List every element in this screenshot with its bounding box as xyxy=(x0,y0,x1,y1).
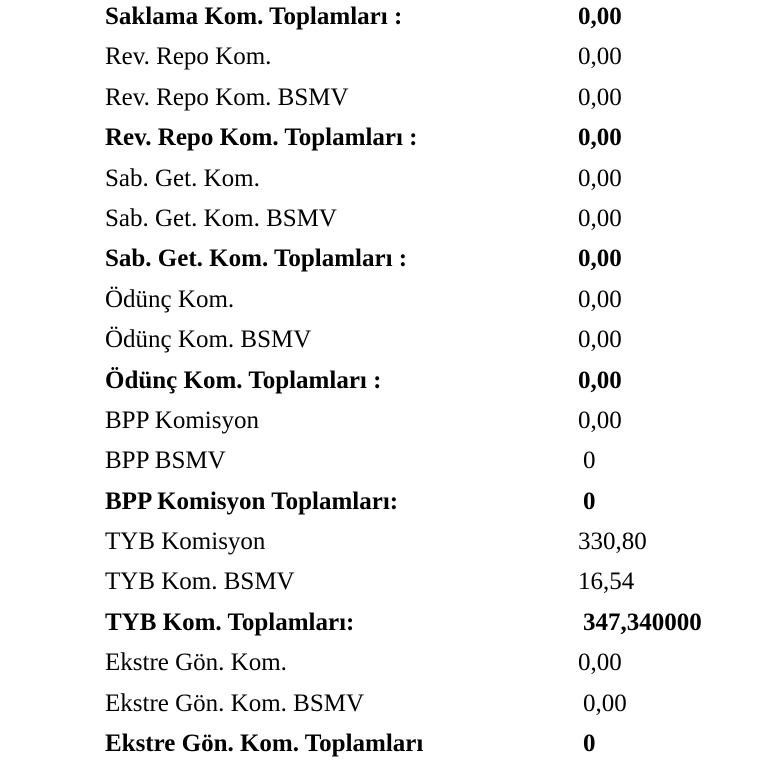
row-sab-get-bsmv xyxy=(105,202,745,242)
row-label: Sab. Get. Kom. BSMV xyxy=(105,204,337,232)
row-value: 16,54 xyxy=(578,568,635,596)
row-label: TYB Kom. Toplamları: xyxy=(105,608,355,636)
row-label: Saklama Kom. Toplamları : xyxy=(105,3,403,30)
row-saklama-total xyxy=(105,0,745,40)
row-label: Rev. Repo Kom. Toplamları : xyxy=(105,124,418,152)
row-tyb-bsmv xyxy=(105,565,745,605)
row-label: Ekstre Gön. Kom. BSMV xyxy=(105,689,365,717)
row-value: 0,00 xyxy=(578,649,622,677)
row-value: 347,340000 xyxy=(583,608,702,636)
row-value: 0,00 xyxy=(578,43,622,71)
row-value: 0,00 xyxy=(578,326,622,354)
row-odunc-bsmv xyxy=(105,323,745,363)
row-value: 0,00 xyxy=(578,245,622,273)
row-odunc-total xyxy=(105,364,745,404)
row-value: 0,00 xyxy=(578,366,622,394)
row-label: BPP Komisyon Toplamları: xyxy=(105,487,399,515)
row-bpp-total xyxy=(105,485,745,525)
row-value: 0,00 xyxy=(578,204,622,232)
row-label: TYB Kom. BSMV xyxy=(105,568,295,596)
row-label: Ekstre Gön. Kom. Toplamları xyxy=(105,730,424,758)
row-value: 330,80 xyxy=(578,528,647,556)
row-value: 0,00 xyxy=(578,406,622,434)
row-label: Ödünç Kom. BSMV xyxy=(105,326,312,354)
row-label: Rev. Repo Kom. xyxy=(105,43,272,71)
row-value: 0,00 xyxy=(578,3,622,30)
row-label: Sab. Get. Kom. Toplamları : xyxy=(105,245,408,273)
row-sab-get-total xyxy=(105,242,745,282)
row-label: Rev. Repo Kom. BSMV xyxy=(105,83,349,111)
row-value: 0,00 xyxy=(578,164,622,192)
row-odunc-kom xyxy=(105,283,745,323)
row-tyb-total xyxy=(105,606,745,646)
row-label: Sab. Get. Kom. xyxy=(105,164,260,192)
row-value: 0 xyxy=(583,487,596,515)
row-rev-repo-bsmv xyxy=(105,81,745,121)
row-ekstre-total xyxy=(105,727,745,767)
row-rev-repo-kom xyxy=(105,40,745,80)
row-value: 0 xyxy=(583,447,596,475)
row-label: BPP Komisyon xyxy=(105,406,259,434)
row-bpp-komisyon xyxy=(105,404,745,444)
row-sab-get-kom xyxy=(105,162,745,202)
row-label: BPP BSMV xyxy=(105,447,226,475)
row-tyb-komisyon xyxy=(105,525,745,565)
row-rev-repo-total xyxy=(105,121,745,161)
row-label: Ekstre Gön. Kom. xyxy=(105,649,287,677)
row-ekstre-kom xyxy=(105,646,745,686)
row-value: 0,00 xyxy=(583,689,627,717)
row-ekstre-bsmv xyxy=(105,687,745,727)
commission-summary-table xyxy=(105,0,745,767)
row-bpp-bsmv xyxy=(105,444,745,484)
row-label: Ödünç Kom. xyxy=(105,285,235,313)
row-value: 0,00 xyxy=(578,124,622,152)
row-value: 0,00 xyxy=(578,83,622,111)
row-label: Ödünç Kom. Toplamları : xyxy=(105,366,382,394)
row-label: TYB Komisyon xyxy=(105,528,266,556)
row-value: 0,00 xyxy=(578,285,622,313)
row-value: 0 xyxy=(583,730,596,758)
